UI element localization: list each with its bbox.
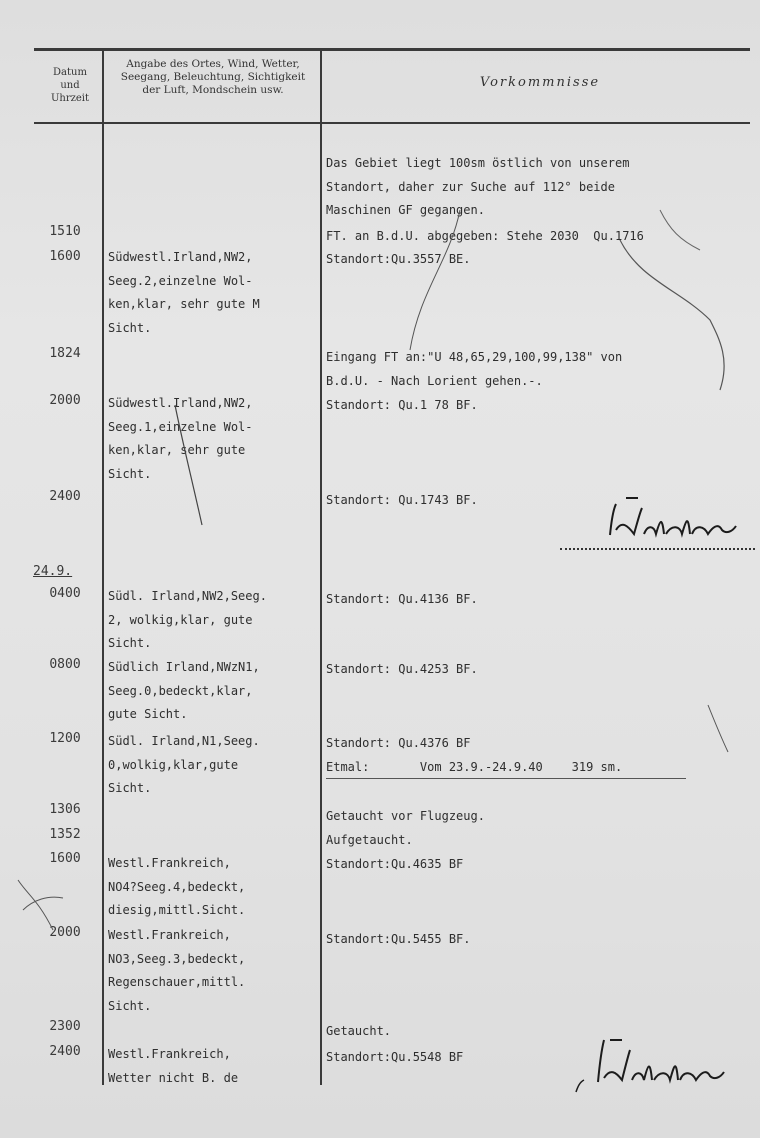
time-0800: 0800 xyxy=(49,657,81,672)
place-2000: Südwestl.Irland,NW2, Seeg.1,einzelne Wol- ken,klar, sehr gute Sicht. xyxy=(108,396,253,481)
header-place-line: Seegang, Beleuchtung, Sichtigkeit xyxy=(120,71,306,83)
event-1200-etmal: Etmal: Vom 23.9.-24.9.40 319 sm. xyxy=(326,760,623,774)
time-0400: 0400 xyxy=(49,586,81,601)
event-1200-position: Standort: Qu.4376 BF xyxy=(326,736,471,750)
header-date-line: Uhrzeit xyxy=(50,93,90,104)
time-1510: 1510 xyxy=(49,224,81,239)
entry-intro-event: Das Gebiet liegt 100sm östlich von unserem Standort, daher zur Suche auf 112° beide Maschinen GF gegangen. xyxy=(326,156,630,217)
time-2000-b: 2000 xyxy=(49,925,81,940)
signature-image xyxy=(570,1030,730,1100)
place-1600-b: Westl.Frankreich, NO4?Seeg.4,bedeckt, diesig,mittl.Sicht. xyxy=(108,856,246,917)
event-0400: Standort: Qu.4136 BF. xyxy=(326,592,478,606)
event-2400-b: Standort:Qu.5548 BF xyxy=(326,1050,464,1064)
signature-dotted-line xyxy=(560,548,755,550)
place-0800: Südlich Irland,NWzN1, Seeg.0,bedeckt,klar, gute Sicht. xyxy=(108,660,260,721)
top-rule xyxy=(34,48,750,51)
event-2000: Standort: Qu.1 78 BF. xyxy=(326,398,478,412)
time-2300: 2300 xyxy=(49,1019,81,1034)
pencil-scribble xyxy=(380,200,750,520)
header-bottom-rule xyxy=(34,122,750,124)
time-1824: 1824 xyxy=(49,346,81,361)
time-1600-b: 1600 xyxy=(49,851,81,866)
event-1306: Getaucht vor Flugzeug. xyxy=(326,809,485,823)
column-divider-1 xyxy=(102,50,104,1085)
place-2000-b: Westl.Frankreich, NO3,Seeg.3,bedeckt, Regenschauer,mittl. Sicht. xyxy=(108,928,246,1013)
date-label-24-9: 24.9. xyxy=(33,564,73,579)
pencil-scribble xyxy=(8,870,68,940)
time-1306: 1306 xyxy=(49,802,81,817)
pencil-stroke xyxy=(170,400,210,530)
header-place-line: der Luft, Mondschein usw. xyxy=(142,84,284,96)
header-place-line: Angabe des Ortes, Wind, Wetter, xyxy=(126,58,300,70)
header-place-column xyxy=(106,58,320,97)
column-divider-2 xyxy=(320,50,322,1085)
event-1600-b: Standort:Qu.4635 BF xyxy=(326,857,464,871)
event-1352: Aufgetaucht. xyxy=(326,833,413,847)
etmal-underline xyxy=(326,778,686,779)
event-2300: Getaucht. xyxy=(326,1024,392,1038)
place-1200: Südl. Irland,N1,Seeg. 0,wolkig,klar,gute Sicht. xyxy=(108,734,260,795)
time-2000: 2000 xyxy=(49,393,81,408)
time-2400-b: 2400 xyxy=(49,1044,81,1059)
place-2400-b: Westl.Frankreich, Wetter nicht B. de xyxy=(108,1047,239,1085)
time-1200: 1200 xyxy=(49,731,81,746)
event-2000-b: Standort:Qu.5455 BF. xyxy=(326,932,471,946)
event-1600: Standort:Qu.3557 BE. xyxy=(326,252,471,266)
pencil-stroke xyxy=(700,700,740,760)
time-2400: 2400 xyxy=(49,489,81,504)
header-events-column: Vorkommnisse xyxy=(479,75,601,90)
place-0400: Südl. Irland,NW2,Seeg. 2, wolkig,klar, gute Sicht. xyxy=(108,589,267,650)
header-date-line: und xyxy=(60,80,80,91)
place-1600: Südwestl.Irland,NW2, Seeg.2,einzelne Wol- ken,klar, sehr gute M Sicht. xyxy=(108,250,260,335)
event-0800: Standort: Qu.4253 BF. xyxy=(326,662,478,676)
header-date-column xyxy=(38,66,102,105)
event-1824: Eingang FT an:"U 48,65,29,100,99,138" von B.d.U. - Nach Lorient gehen.-. xyxy=(326,350,623,388)
header-date-line: Datum xyxy=(53,67,87,78)
event-1510: FT. an B.d.U. abgegeben: Stehe 2030 Qu.1716 xyxy=(326,229,644,243)
time-1352: 1352 xyxy=(49,827,81,842)
event-2400: Standort: Qu.1743 BF. xyxy=(326,493,478,507)
time-1600: 1600 xyxy=(49,249,81,264)
